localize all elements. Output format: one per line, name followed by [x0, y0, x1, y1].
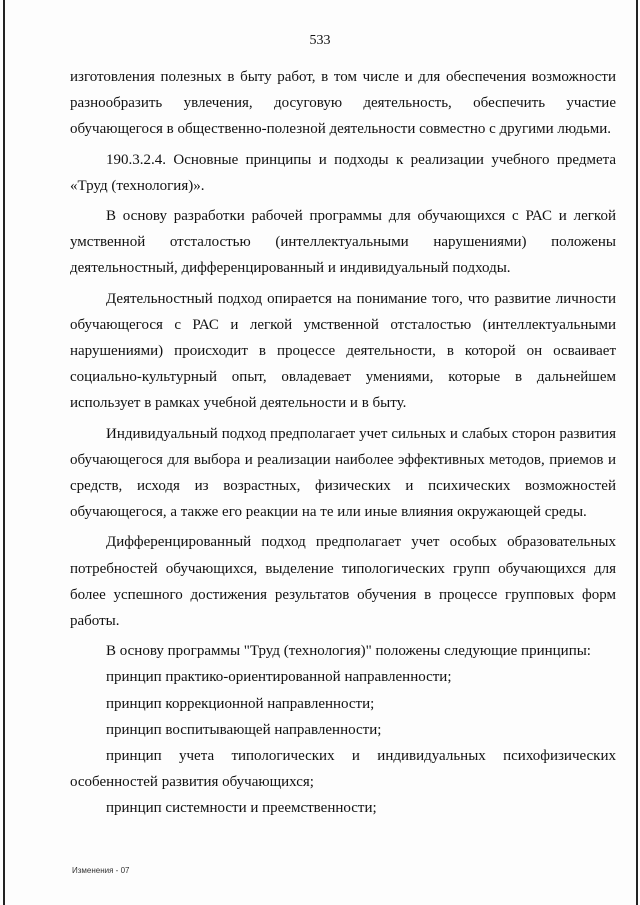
page-number: 533 [309, 33, 331, 48]
section-heading-paragraph: 190.3.2.4. Основные принципы и подходы к реализации учебного предмета «Труд (технология)». [70, 151, 616, 194]
paragraph-differentiated-approach: Дифференцированный подход предполагает учет особых образовательных потребностей обучающихся, выделение типологических групп обучающихся для более успешного достижения результатов обучения в процессе групповых форм работы. [70, 534, 616, 630]
list-item: принцип практико-ориентированной направленности; [106, 669, 452, 686]
paragraph-principles-intro: В основу программы "Труд (технология)" положены следующие принципы: [106, 643, 591, 660]
scan-right-edge [636, 0, 638, 905]
paragraph-activity-approach: Деятельностный подход опирается на понимание того, что развитие личности обучающегося с РАС и легкой умственной отсталостью (интеллектуальными нарушениями) происходит в процессе деятельности, в которой он осваивает социально-культурный опыт, овладевает умениями, которые в дальнейшем использует в рамках учебной деятельности и в быту. [70, 290, 616, 412]
list-item: принцип воспитывающей направленности; [106, 721, 382, 738]
paragraph-approaches: В основу разработки рабочей программы для обучающихся с РАС и легкой умственной отсталостью (интеллектуальными нарушениями) положены деятельностный, дифференцированный и индивидуальный подходы. [70, 208, 616, 277]
list-item: принцип учета типологических и индивидуальных психофизических особенностей развития обучающихся; [70, 748, 616, 791]
scan-left-edge [3, 0, 5, 905]
footer-revision-note: Изменения - 07 [72, 866, 130, 875]
paragraph-continuation: изготовления полезных в быту работ, в том числе и для обеспечения возможности разнообразить увлечения, досуговую деятельность, обеспечить участие обучающегося в общественно-полезной деятельности совместно с другими людьми. [70, 69, 616, 138]
body-text [70, 64, 616, 822]
list-item: принцип системности и преемственности; [106, 800, 377, 817]
list-item: принцип коррекционной направленности; [106, 695, 375, 712]
paragraph-individual-approach: Индивидуальный подход предполагает учет сильных и слабых сторон развития обучающегося для выбора и реализации наиболее эффективных методов, приемов и средств, исходя из возрастных, физических и психических возможностей обучающегося, а также его реакции на те или иные влияния окружающей среды. [70, 425, 616, 521]
